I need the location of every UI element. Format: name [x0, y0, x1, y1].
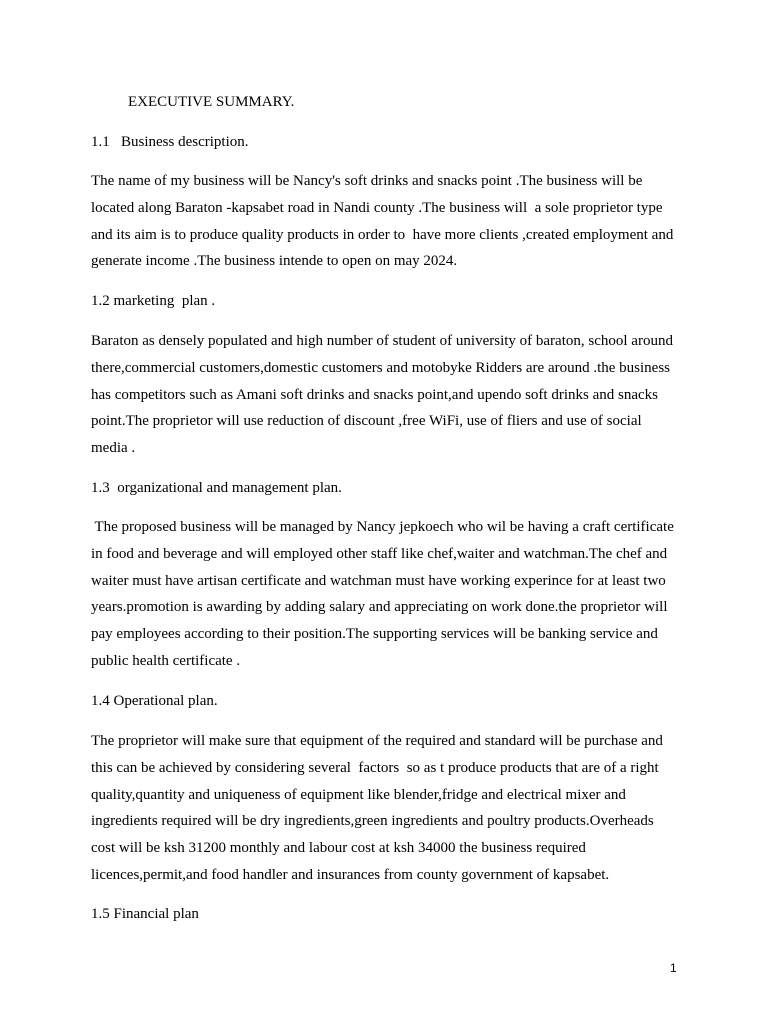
- paragraph-line: cost will be ksh 31200 monthly and labour cost at ksh 34000 the business required: [91, 840, 586, 857]
- paragraph-line: licences,permit,and food handler and insurances from county government of kapsabet.: [91, 866, 610, 883]
- paragraph-operational-plan: [91, 728, 691, 889]
- paragraph-line: waiter must have artisan certificate and watchman must have working experince for at least two: [91, 572, 666, 589]
- section-heading-organizational-plan: 1.3 organizational and management plan.: [91, 480, 342, 496]
- paragraph-line: media .: [91, 440, 136, 457]
- paragraph-line: public health certificate .: [91, 652, 241, 669]
- section-heading-business-description: 1.1 Business description.: [91, 134, 249, 150]
- paragraph-line: The name of my business will be Nancy's soft drinks and snacks point .The business will be: [91, 173, 643, 189]
- document-title: EXECUTIVE SUMMARY.: [128, 94, 295, 110]
- paragraph-line: has competitors such as Amani soft drinks and snacks point,and upendo soft drinks and snacks: [91, 386, 658, 403]
- paragraph-line: and its aim is to produce quality products in order to have more clients ,created employment and: [91, 226, 674, 243]
- paragraph-line: in food and beverage and will employed other staff like chef,waiter and watchman.The chef and: [91, 545, 668, 562]
- paragraph-line: quality,quantity and uniqueness of equipment like blender,fridge and electrical mixer and: [91, 786, 626, 803]
- paragraph-line: The proposed business will be managed by Nancy jepkoech who wil be having a craft certificate: [91, 519, 674, 535]
- paragraph-line: Baraton as densely populated and high number of student of university of baraton, school around: [91, 333, 673, 349]
- paragraph-marketing-plan: [91, 328, 691, 462]
- paragraph-line: located along Baraton -kapsabet road in Nandi county .The business will a sole proprietor type: [91, 199, 663, 216]
- paragraph-line: years.promotion is awarding by adding salary and appreciating on work done.the proprietor will: [91, 599, 668, 616]
- paragraph-line: ingredients required will be dry ingredients,green ingredients and poultry products.Overheads: [91, 813, 654, 830]
- paragraph-line: this can be achieved by considering several factors so as t produce products that are of a right: [91, 759, 659, 776]
- section-heading-marketing-plan: 1.2 marketing plan .: [91, 293, 216, 309]
- paragraph-line: The proprietor will make sure that equipment of the required and standard will be purchase and: [91, 733, 663, 749]
- page-number: 1: [670, 961, 677, 975]
- paragraph-line: there,commercial customers,domestic customers and motobyke Ridders are around .the business: [91, 359, 671, 376]
- paragraph-line: point.The proprietor will use reduction of discount ,free WiFi, use of fliers and use of social: [91, 413, 642, 430]
- paragraph-business-description: [91, 168, 691, 275]
- paragraph-line: pay employees according to their position.The supporting services will be banking service and: [91, 626, 658, 643]
- paragraph-line: generate income .The business intende to open on may 2024.: [91, 253, 458, 270]
- section-heading-operational-plan: 1.4 Operational plan.: [91, 693, 218, 709]
- section-heading-financial-plan: 1.5 Financial plan: [91, 906, 199, 922]
- paragraph-organizational-plan: [91, 514, 691, 675]
